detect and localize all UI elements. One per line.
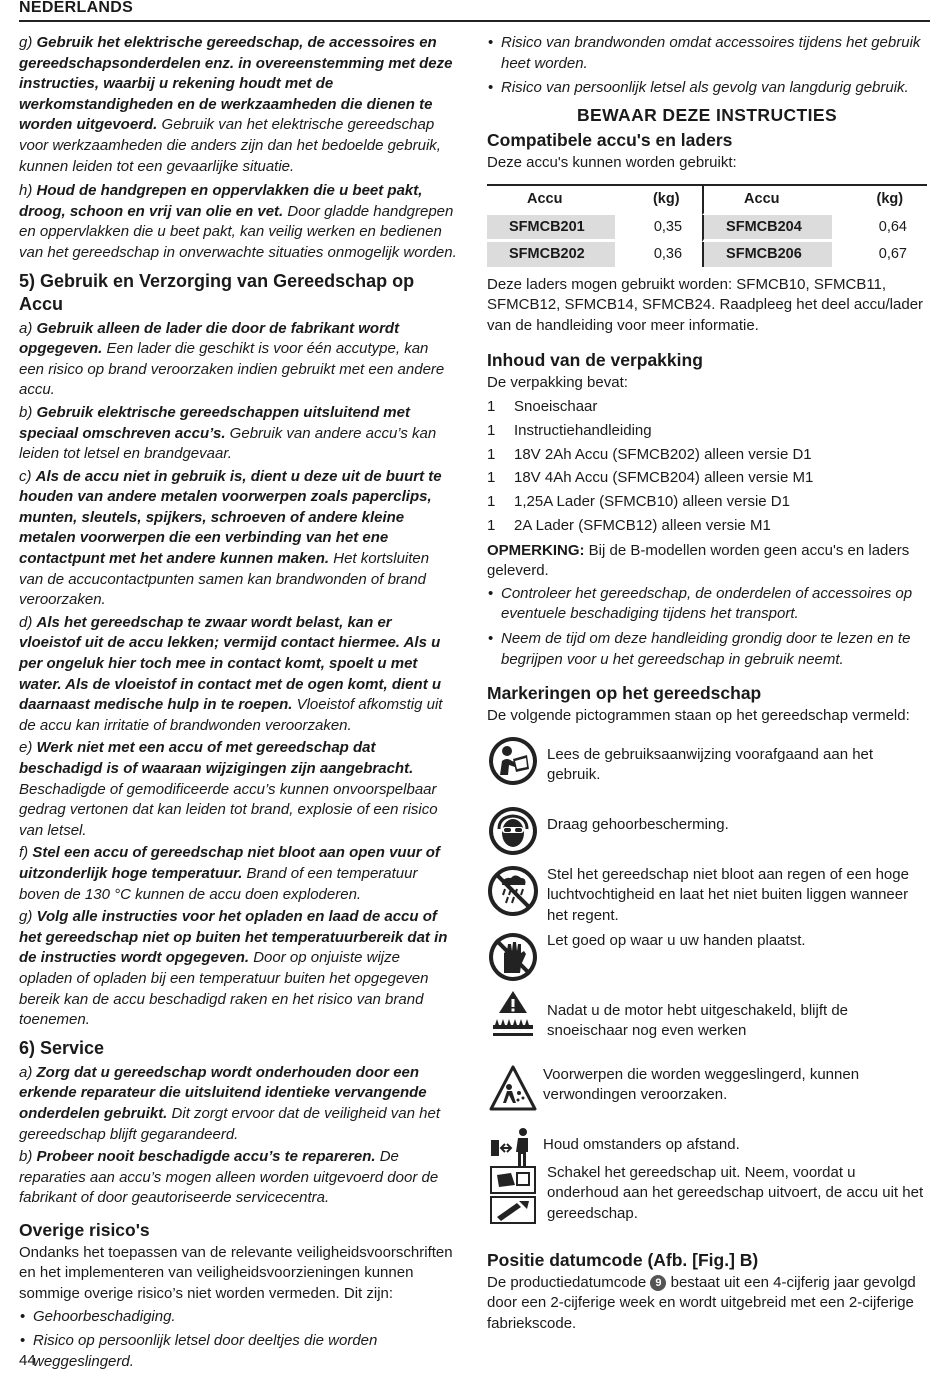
list-item: • Neem de tijd om deze handleiding grondig door te lezen en te begrijpen voor u het gereedschap in gebruik neemt. bbox=[487, 629, 927, 670]
risk-list-continued bbox=[487, 33, 927, 99]
datumcode-title: Positie datumcode (Afb. [Fig.] B) bbox=[487, 1249, 759, 1270]
picto-bystanders bbox=[487, 1121, 927, 1163]
callout-number: 9 bbox=[650, 1275, 666, 1291]
picto-remove-battery bbox=[487, 1163, 927, 1235]
page-number: 44 bbox=[19, 1352, 36, 1369]
instruction-g1: g) Gebruik het elektrische gereedschap, de accessoires en gereedschapsonderdelen enz. in overeenstemming met deze instructies, waarbij u rekening houdt met de werkomstandigheden en de werkzaamheden die dienen te worden uitgevoerd. Gebruik van het elektrische gereedschap voor werkzaamheden die anders zijn dan het bedoelde gebruik, kunnen leiden tot een gevaarlijke situatie. bbox=[19, 34, 453, 175]
list-item: • Risico van persoonlijk letsel als gevolg van langdurig gebruik. bbox=[487, 78, 927, 99]
datumcode-text: De productiedatumcode 9 bestaat uit een 4-cijferig jaar gevolgd door een 2-cijferige week en wordt uitgebreid met een 2-cijferige fabriekscode. bbox=[487, 1273, 916, 1332]
instruction-5g: g) Volg alle instructies voor het opladen en laad de accu of het gereedschap niet op buiten het temperatuurbereik dat in de instructies wordt opgegeven. Door op onjuiste wijze opladen of opladen bij een temperatuur buiten het opgegeven bereik kan de accu beschadigd raken en het risico van brand toenemen. bbox=[19, 908, 448, 1029]
inhoud-intro: De verpakking bevat: bbox=[487, 373, 628, 391]
instruction-h1: h) Houd de handgrepen en oppervlakken die u beet pakt, droog, schoon en vrij van olie en vet. Door gladde handgrepen en oppervlakken die u beet pakt, kan veilig werken en bedienen van het gereedschap in onverwachte situaties onmogelijk worden. bbox=[19, 182, 457, 261]
picto-text: Nadat u de motor hebt uitgeschakeld, blijft de snoeischaar nog even werken bbox=[547, 1001, 849, 1040]
picto-text: Stel het gereedschap niet bloot aan regen of een hoge luchtvochtigheid en laat het niet buiten liggen wanneer het regent. bbox=[547, 865, 909, 924]
page-header bbox=[19, 0, 930, 22]
ear-eye-protection-icon bbox=[487, 805, 539, 857]
table-row bbox=[487, 215, 927, 243]
picto-text: Lees de gebruiksaanwijzing voorafgaand aan het gebruik. bbox=[547, 745, 874, 784]
list-item: • Risico van brandwonden omdat accessoires tijdens het gebruik heet worden. bbox=[487, 33, 927, 74]
instruction-5b: b) Gebruik elektrische gereedschappen uitsluitend met speciaal omschreven accu’s. Gebruik van andere accu’s kan leiden tot letsel en brandgevaar. bbox=[19, 403, 437, 463]
contents-list bbox=[487, 397, 927, 537]
read-manual-icon bbox=[487, 735, 539, 787]
table-header: Accu bbox=[487, 186, 615, 215]
instruction-5e: e) Werk niet met een accu of met gereedschap dat beschadigd is of waaraan wijzigingen zijn aangebracht. Beschadigde of gemodificeerde accu’s kunnen onvoorspelbaar gedrag vertonen dat kan leiden tot brand, explosie of een risico van letsel. bbox=[19, 739, 438, 839]
markeringen-intro: De volgende pictogrammen staan op het gereedschap vermeld: bbox=[487, 707, 910, 725]
remove-battery-icon bbox=[487, 1163, 539, 1225]
hand-warning-icon bbox=[487, 931, 539, 983]
instruction-6a: a) Zorg dat u gereedschap wordt onderhouden door een erkende reparateur die uitsluitend identieke vervangende onderdelen gebruikt. Dit zorgt ervoor dat de veiligheid van het gereedschap blijft gegarandeerd. bbox=[19, 1063, 441, 1143]
table-cell: SFMCB204 bbox=[702, 215, 832, 243]
note: OPMERKING: Bij de B-modellen worden geen accu's en laders geleverd. bbox=[487, 541, 910, 580]
list-item: 1 1,25A Lader (SFMCB10) alleen versie D1 bbox=[487, 493, 790, 511]
check-list bbox=[487, 584, 927, 670]
list-item: • Controleer het gereedschap, de onderdelen of accessoires op eventuele beschadiging tijdens het transport. bbox=[487, 584, 927, 625]
compat-intro: Deze accu's kunnen worden gebruikt: bbox=[487, 154, 737, 172]
table-header: (kg) bbox=[615, 186, 702, 215]
table-cell: 0,67 bbox=[878, 246, 907, 263]
picto-text: Schakel het gereedschap uit. Neem, voordat u onderhoud aan het gereedschap uitvoert, de accu uit het gereedschap. bbox=[547, 1163, 924, 1222]
table-header-row bbox=[487, 186, 927, 215]
table-cell: 0,35 bbox=[615, 215, 702, 243]
language-label: NEDERLANDS bbox=[19, 0, 134, 16]
picto-thrown bbox=[487, 1063, 927, 1121]
overige-risicos-title: Overige risico's bbox=[19, 1219, 150, 1240]
risk-list bbox=[19, 1307, 457, 1373]
table-row bbox=[487, 242, 927, 267]
instruction-5c: c) Als de accu niet in gebruik is, dient u deze uit de buurt te houden van andere metalen voorwerpen zoals paperclips, munten, sleutels, spijkers, schroeven of andere kleine metalen voorwerpen die een verbinding van het ene contactpunt met het andere kunnen maken. Het kortsluiten van de accucontactpunten samen kan brandwonden of brand veroorzaken. bbox=[19, 467, 442, 609]
picto-text: Let goed op waar u uw handen plaatst. bbox=[547, 931, 806, 949]
table-header: (kg) bbox=[832, 186, 927, 215]
instruction-6b: b) Probeer nooit beschadigde accu’s te repareren. De reparaties aan accu’s mogen alleen worden uitgevoerd door de fabrikant of door geautoriseerde servicecentra. bbox=[19, 1148, 439, 1207]
picto-blade-coast bbox=[487, 989, 927, 1063]
table-header: Accu bbox=[702, 186, 832, 215]
list-item: • Gehoorbeschadiging. bbox=[19, 1307, 457, 1328]
list-item: 1 Instructiehandleiding bbox=[487, 421, 652, 439]
no-rain-icon bbox=[487, 865, 539, 917]
right-column bbox=[487, 33, 927, 1337]
instruction-5a: a) Gebruik alleen de lader die door de fabrikant wordt opgegeven. Een lader die geschikt is voor één accutype, kan een risico op brand veroorzaken indien gebruikt met een andere accu. bbox=[19, 319, 445, 399]
battery-table bbox=[487, 184, 927, 267]
left-column bbox=[19, 33, 457, 1376]
picto-text: Voorwerpen die worden weggeslingerd, kunnen verwondingen veroorzaken. bbox=[543, 1065, 860, 1104]
compat-title: Compatibele accu's en laders bbox=[487, 130, 733, 151]
thrown-objects-icon bbox=[487, 1063, 539, 1115]
table-cell: 0,36 bbox=[653, 246, 683, 263]
instruction-5d: d) Als het gereedschap te zwaar wordt belast, kan er vloeistof uit de accu lekken; vermijd contact hiermee. Als u per ongeluk hier toch mee in contact komt, spoelt u met water. Als de vloeistof in contact met de ogen komt, dient u daarnaast medische hulp in te roepen. Vloeistof afkomstig uit de accu kan irritatie of brandwonden veroorzaken. bbox=[19, 613, 443, 734]
markeringen-title: Markeringen op het gereedschap bbox=[487, 683, 762, 704]
list-item: • Risico op persoonlijk letsel door deeltjes die worden weggeslingerd. bbox=[19, 1331, 457, 1372]
overige-risicos-intro: Ondanks het toepassen van de relevante veiligheidsvoorschriften en het implementeren van veiligheidsvoorzieningen kunnen sommige overige risico’s niet worden vermeden. Dit zijn: bbox=[19, 1243, 453, 1303]
blade-coast-warning-icon bbox=[487, 989, 539, 1041]
section-5-title: 5) Gebruik en Verzorging van Gereedschap op Accu bbox=[19, 270, 415, 314]
inhoud-title: Inhoud van de verpakking bbox=[487, 349, 703, 370]
section-6-title: 6) Service bbox=[19, 1037, 105, 1058]
list-item: 1 Snoeischaar bbox=[487, 398, 598, 416]
chargers-text: Deze laders mogen gebruikt worden: SFMCB10, SFMCB11, SFMCB12, SFMCB14, SFMCB24. Raadpleeg het deel accu/lader van de handleiding voor meer informatie. bbox=[487, 275, 924, 334]
instruction-5f: f) Stel een accu of gereedschap niet bloot aan open vuur of uitzonderlijk hoge temperatuur. Brand of een temperatuur boven de 130 °C kunnen de accu doen exploderen. bbox=[19, 844, 440, 903]
picto-read-manual bbox=[487, 735, 927, 805]
table-cell: 0,64 bbox=[832, 215, 927, 243]
list-item: 1 2A Lader (SFMCB12) alleen versie M1 bbox=[487, 517, 771, 535]
picto-text: Draag gehoorbescherming. bbox=[547, 815, 729, 833]
picto-hand bbox=[487, 931, 927, 989]
bewaar-instructies-heading: BEWAAR DEZE INSTRUCTIES bbox=[576, 104, 838, 125]
table-cell: SFMCB206 bbox=[702, 242, 832, 267]
list-item: 1 18V 4Ah Accu (SFMCB204) alleen versie M1 bbox=[487, 469, 814, 487]
table-cell: SFMCB202 bbox=[487, 242, 615, 267]
table-cell: SFMCB201 bbox=[487, 215, 615, 243]
picto-text: Houd omstanders op afstand. bbox=[543, 1135, 740, 1153]
list-item: 1 18V 2Ah Accu (SFMCB202) alleen versie D1 bbox=[487, 445, 812, 463]
picto-no-rain bbox=[487, 865, 927, 931]
picto-ear-eye bbox=[487, 805, 927, 865]
